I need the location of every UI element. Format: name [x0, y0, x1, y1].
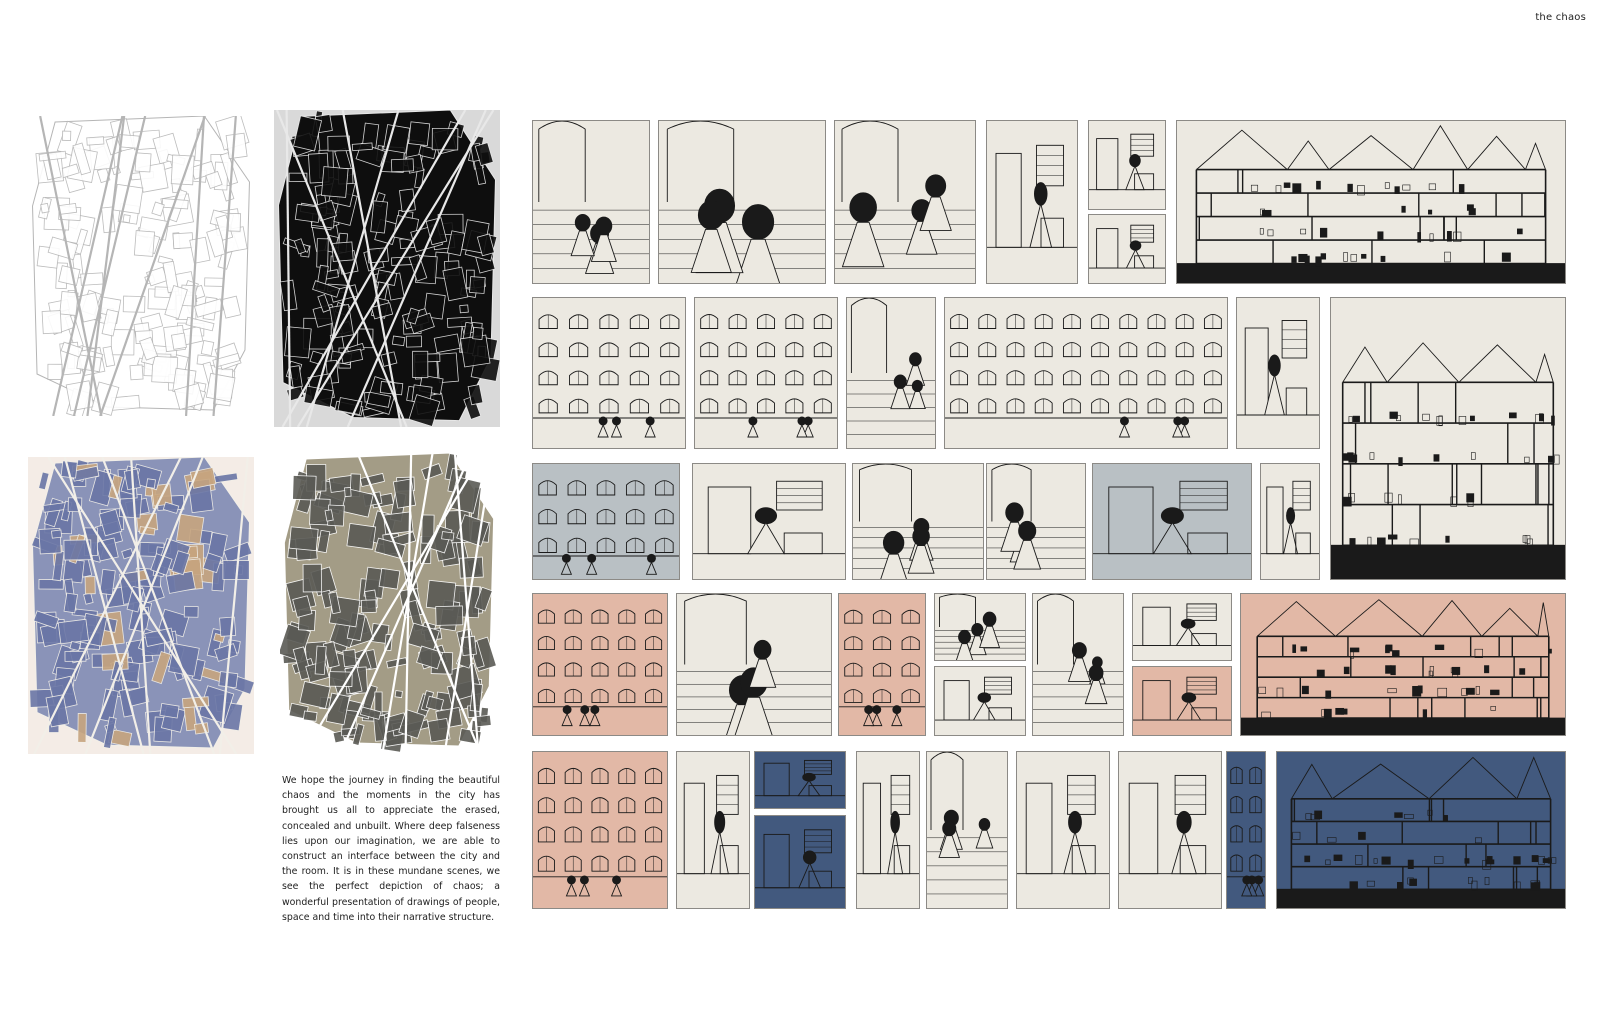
panel-arched-windows	[532, 463, 680, 580]
panel-tree-garden	[986, 463, 1086, 580]
color-render-map-svg	[28, 457, 254, 754]
panel-lattice-door	[856, 751, 920, 909]
panel-laundry-drawing	[1133, 667, 1231, 735]
line-drawing-map	[28, 116, 254, 416]
panel-bedroom	[1118, 751, 1222, 909]
panel-section-two-drawing	[1331, 298, 1565, 579]
panel-section-four-drawing	[1277, 752, 1565, 908]
panel-glasshouse-drawing	[945, 298, 1227, 448]
panel-grey-room	[1092, 463, 1252, 580]
panel-section-one-drawing	[1177, 121, 1565, 283]
panel-courtyard-drawing	[835, 121, 975, 283]
panel-phone-call	[934, 666, 1026, 736]
panel-market-facade	[532, 297, 686, 449]
panel-wardrobe	[676, 751, 750, 909]
panel-lattice-door-drawing	[857, 752, 919, 908]
panel-doorway	[1236, 297, 1320, 449]
panel-blue-alley	[1226, 751, 1266, 909]
panel-section-four	[1276, 751, 1566, 909]
panel-kitchen-scene-drawing	[927, 752, 1007, 908]
panel-walking-figure	[852, 463, 984, 580]
panel-interior-lamp	[986, 120, 1078, 284]
panel-walking-figure-drawing	[853, 464, 983, 579]
panel-tv-room	[1132, 593, 1232, 661]
panel-apartment-block	[532, 593, 668, 736]
panel-cafe-drawing	[677, 594, 831, 735]
panel-tv-room-drawing	[1133, 594, 1231, 660]
panel-market-facade-drawing	[533, 298, 685, 448]
panel-night-window	[754, 751, 846, 809]
panel-door-knock	[1260, 463, 1320, 580]
panel-street-archway-drawing	[533, 121, 649, 283]
panel-courtyard	[834, 120, 976, 284]
panel-interior-lamp-drawing	[987, 121, 1077, 283]
figure-ground-map-svg	[274, 110, 500, 427]
panel-night-facade-drawing	[533, 752, 667, 908]
panel-apartment-block-drawing	[533, 594, 667, 735]
panel-section-three-drawing	[1241, 594, 1565, 735]
panel-small-kitchen-drawing	[1089, 215, 1165, 283]
panel-cafe	[676, 593, 832, 736]
panel-glasshouse	[944, 297, 1228, 449]
shaded-massing-map	[280, 453, 498, 752]
panel-cyclist	[838, 593, 926, 736]
panel-elevator	[1016, 751, 1110, 909]
panel-section-three	[1240, 593, 1566, 736]
line-drawing-map-svg	[28, 116, 254, 416]
panel-bedroom-drawing	[1119, 752, 1221, 908]
panel-stairway	[846, 297, 936, 449]
panel-kitchen-scene	[926, 751, 1008, 909]
panel-stack-books	[692, 463, 846, 580]
figure-ground-map	[274, 110, 500, 427]
panel-stairway-drawing	[847, 298, 935, 448]
panel-arched-windows-drawing	[533, 464, 679, 579]
panel-wardrobe-drawing	[677, 752, 749, 908]
panel-doorway-drawing	[1237, 298, 1319, 448]
panel-night-window-drawing	[755, 752, 845, 808]
panel-section-two	[1330, 297, 1566, 580]
panel-night-room-drawing	[755, 816, 845, 908]
panel-steps	[934, 593, 1026, 661]
panel-arched-gate-drawing	[695, 298, 837, 448]
panel-phone-call-drawing	[935, 667, 1025, 735]
panel-window-people	[658, 120, 826, 284]
page-header-title: the chaos	[1535, 12, 1586, 23]
panel-runner-drawing	[1033, 594, 1123, 735]
panel-street-archway	[532, 120, 650, 284]
panel-laundry	[1132, 666, 1232, 736]
panel-night-facade	[532, 751, 668, 909]
panel-elevator-drawing	[1017, 752, 1109, 908]
panel-small-kitchen	[1088, 214, 1166, 284]
color-render-map	[28, 457, 254, 754]
panel-section-one	[1176, 120, 1566, 284]
panel-window-people-drawing	[659, 121, 825, 283]
panel-door-knock-drawing	[1261, 464, 1319, 579]
panel-table-top-drawing	[1089, 121, 1165, 209]
description-paragraph: We hope the journey in finding the beautiful chaos and the moments in the city has brought us all to appreciate the erased, concealed and unbuilt. Where deep falseness lies upon our imagination, we are able to construct an interface between the city and the room. It is in these mundane scenes, we see the perfect depiction of chaos; a wonderful presentation of drawings of people, space and time into their narrative structure.	[282, 775, 500, 923]
panel-night-room	[754, 815, 846, 909]
panel-grey-room-drawing	[1093, 464, 1251, 579]
panel-cyclist-drawing	[839, 594, 925, 735]
panel-stack-books-drawing	[693, 464, 845, 579]
shaded-massing-map-svg	[280, 453, 498, 752]
panel-arched-gate	[694, 297, 838, 449]
panel-table-top	[1088, 120, 1166, 210]
panel-steps-drawing	[935, 594, 1025, 660]
panel-runner	[1032, 593, 1124, 736]
panel-tree-garden-drawing	[987, 464, 1085, 579]
panel-blue-alley-drawing	[1227, 752, 1265, 908]
